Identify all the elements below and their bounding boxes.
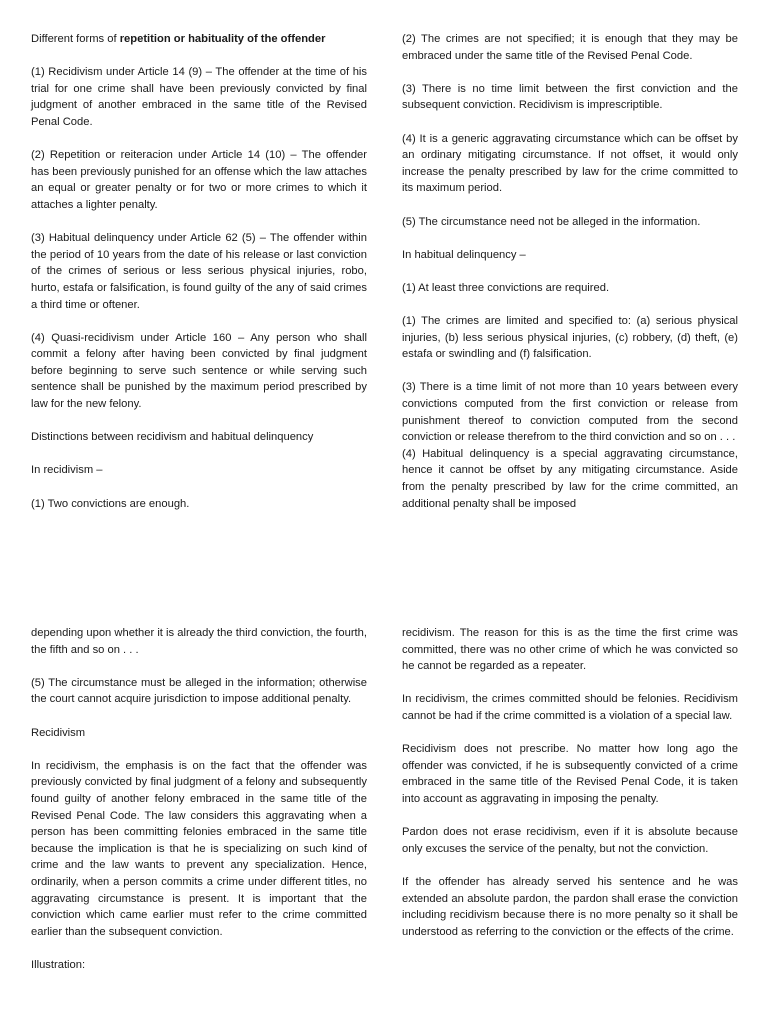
- page1-right-column: [402, 31, 738, 529]
- paragraph-habitual-def: (3) Habitual delinquency under Article 62 (5) – The offender within the period of 10 years from the date of his release or last conviction of the crimes of serious or less serious physical injuries, robo, hurto, estafa or falsification, is found guilty of the any of said crimes a third time or oftener.: [31, 232, 367, 311]
- section-title: [31, 31, 367, 48]
- paragraph-absolute-pardon: If the offender has already served his sentence and he was extended an absolute pardon, the pardon shall erase the conviction including recidivism because there is no more penalty so it shall be understood as referring to the conviction or the effects of the crime.: [402, 875, 738, 938]
- title-prefix: Different forms of: [31, 33, 120, 45]
- paragraph-does-not-prescribe: Recidivism does not prescribe. No matter how long ago the offender was convicted, if he is subsequently convicted of a crime embraced in the same title of the Revised Penal Code, it is taken into account as aggravating in imposing the penalty.: [402, 743, 738, 805]
- paragraph-not-a-repeater: recidivism. The reason for this is as the time the first crime was committed, there was no other crime of which he was convicted so he cannot be regarded as a repeater.: [402, 627, 738, 673]
- page2-left-column: [31, 625, 367, 990]
- in-habitual-heading: In habitual delinquency –: [402, 248, 526, 261]
- paragraph-recidivism-emphasis: In recidivism, the emphasis is on the fact that the offender was previously convicted by final judgment of a felony and subsequently found guilty of another felony embraced in the same title of the Revised Penal Code. The law considers this aggravating when a person has been committing felonies embraced in the same title because the implication is that he is specializing on such kind of crime and the law wants to prevent any specialization. Hence, ordinarily, when a person commits a crime under different titles, no aggravating circumstance is present. It is important that the conviction which came earlier must refer to the crime committed earlier than the subsequent conviction.: [31, 759, 367, 938]
- paragraph-quasi-recidivism-def: (4) Quasi-recidivism under Article 160 – Any person who shall commit a felony after having been convicted by final judgment before beginning to serve such sentence or while serving such sentence shall be punished by the maximum period prescribed by law for the new felony.: [31, 331, 367, 411]
- in-recidivism-heading: In recidivism –: [31, 464, 103, 477]
- paragraph-no-time-limit: (3) There is no time limit between the first conviction and the subsequent conviction. Recidivism is imprescriptible.: [402, 82, 738, 112]
- paragraph-two-convictions: (1) Two convictions are enough.: [31, 497, 190, 510]
- paragraph-three-convictions: (1) At least three convictions are required.: [402, 281, 610, 294]
- illustration-label: Illustration:: [31, 958, 86, 971]
- page2-right-column: [402, 625, 738, 957]
- title-bold: repetition or habituality of the offender: [119, 33, 326, 45]
- paragraph-repetition-def: (2) Repetition or reiteracion under Article 14 (10) – The offender has been previously punished for an offense which the law attaches an equal or greater penalty or for two or more crimes to which it attaches a lighter penalty.: [31, 149, 367, 211]
- paragraph-need-not-be-alleged: (5) The circumstance need not be alleged in the information.: [402, 215, 701, 228]
- paragraph-crimes-not-specified: (2) The crimes are not specified; it is enough that they may be embraced under the same title of the Revised Penal Code.: [402, 33, 738, 62]
- paragraph-time-limit: (3) There is a time limit of not more than 10 years between every convictions computed from the first conviction or release from punishment thereof to conviction computed from the second conviction or release therefrom to the third conviction and so on . . .: [402, 381, 738, 444]
- paragraph-must-be-alleged: (5) The circumstance must be alleged in the information; otherwise the court cannot acquire jurisdiction to impose additional penalty.: [31, 676, 367, 706]
- paragraph-pardon-not-erase: Pardon does not erase recidivism, even if it is absolute because only excuses the service of the penalty, but not the conviction.: [402, 826, 738, 855]
- page1-left-column: [31, 31, 367, 529]
- paragraph-felonies-only: In recidivism, the crimes committed should be felonies. Recidivism cannot be had if the crime committed is a violation of a special law.: [402, 693, 738, 722]
- paragraph-special-aggravating: (4) Habitual delinquency is a special aggravating circumstance, hence it cannot be offset by any mitigating circumstance. Aside from the penalty prescribed by law for the crime committed, an additional penalty shall be imposed: [402, 447, 738, 510]
- paragraph-recidivism-def: (1) Recidivism under Article 14 (9) – The offender at the time of his trial for one crime shall have been previously convicted by final judgment of another embraced in the same title of the Revised Penal Code.: [31, 66, 367, 128]
- paragraph-depending-upon: depending upon whether it is already the third conviction, the fourth, the fifth and so on . . .: [31, 627, 367, 656]
- recidivism-heading: Recidivism: [31, 726, 86, 739]
- distinctions-heading: Distinctions between recidivism and habitual delinquency: [31, 431, 314, 444]
- paragraph-generic-aggravating: (4) It is a generic aggravating circumstance which can be offset by an ordinary mitigating circumstance. If not offset, it would only increase the penalty prescribed by law for the crime committed to its maximum period.: [402, 132, 738, 195]
- paragraph-crimes-limited: (1) The crimes are limited and specified to: (a) serious physical injuries, (b) less serious physical injuries, (c) robbery, (d) theft, (e) estafa or swindling and (f) falsification.: [402, 315, 738, 361]
